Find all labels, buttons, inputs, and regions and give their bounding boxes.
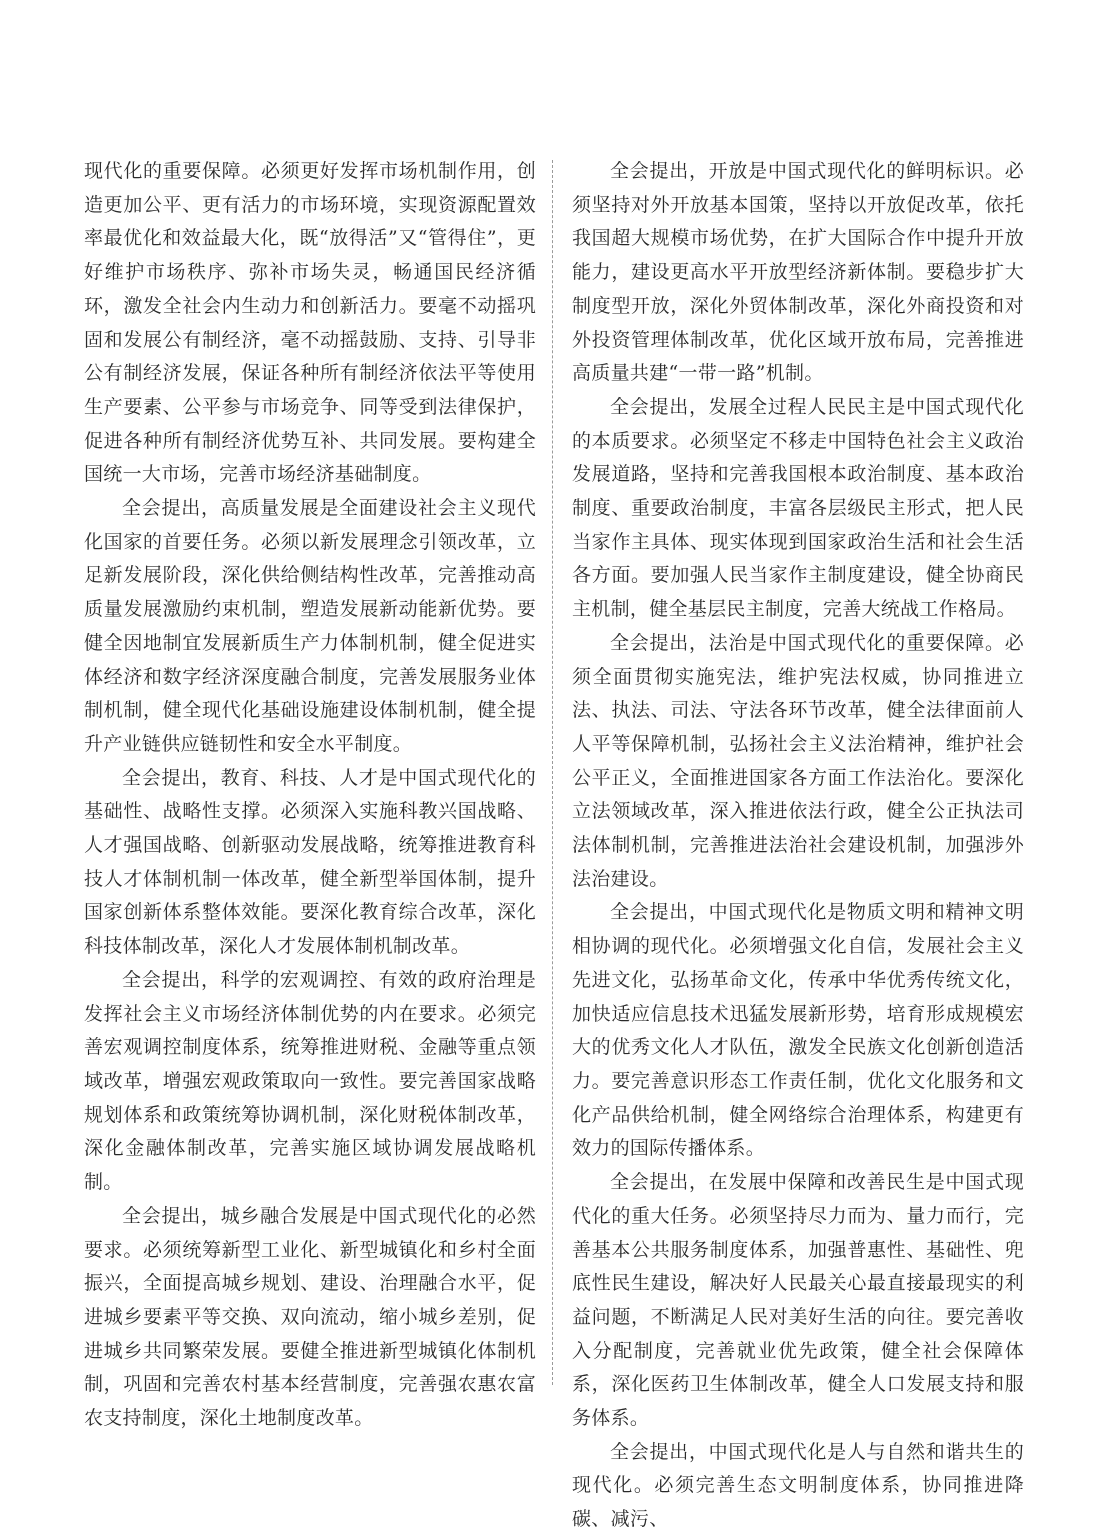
paragraph: 全会提出，中国式现代化是人与自然和谐共生的现代化。必须完善生态文明制度体系，协同推进降碳、减污、 — [572, 1440, 1024, 1531]
paragraph: 全会提出，法治是中国式现代化的重要保障。必须全面贯彻实施宪法，维护宪法权威，协同推进立法、执法、司法、守法各环节改革，健全法律面前人人平等保障机制，弘扬社会主义法治精神，维护社会公平正义，全面推进国家各方面工作法治化。要深化立法领域改革，深入推进依法行政，健全公正执法司法体制机制，完善推进法治社会建设机制，加强涉外法治建设。 — [572, 631, 1024, 890]
paragraph: 全会提出，在发展中保障和改善民生是中国式现代化的重大任务。必须坚持尽力而为、量力而行，完善基本公共服务制度体系，加强普惠性、基础性、兜底性民生建设，解决好人民最关心最直接最现实的利益问题，不断满足人民对美好生活的向往。要完善收入分配制度，完善就业优先政策，健全社会保障体系，深化医药卫生体制改革，健全人口发展支持和服务体系。 — [572, 1171, 1024, 1430]
paragraph: 全会提出，教育、科技、人才是中国式现代化的基础性、战略性支撑。必须深入实施科教兴国战略、人才强国战略、创新驱动发展战略，统筹推进教育科技人才体制机制一体改革，健全新型举国体制，提升国家创新体系整体效能。要深化教育综合改革，深化科技体制改革，深化人才发展体制机制改革。 — [84, 766, 536, 958]
paragraph: 全会提出，高质量发展是全面建设社会主义现代化国家的首要任务。必须以新发展理念引领改革，立足新发展阶段，深化供给侧结构性改革，完善推动高质量发展激励约束机制，塑造发展新动能新优势。要健全因地制宜发展新质生产力体制机制，健全促进实体经济和数字经济深度融合制度，完善发展服务业体制机制，健全现代化基础设施建设体制机制，健全提升产业链供应链韧性和安全水平制度。 — [84, 497, 536, 755]
right-column — [572, 155, 1024, 1537]
paragraph: 全会提出，中国式现代化是物质文明和精神文明相协调的现代化。必须增强文化自信，发展社会主义先进文化，弘扬革命文化，传承中华优秀传统文化，加快适应信息技术迅猛发展新形势，培育形成规模宏大的优秀文化人才队伍，激发全民族文化创新创造活力。要完善意识形态工作责任制，优化文化服务和文化产品供给机制，健全网络综合治理体系，构建更有效力的国际传播体系。 — [572, 901, 1024, 1160]
paragraph: 全会提出，城乡融合发展是中国式现代化的必然要求。必须统筹新型工业化、新型城镇化和乡村全面振兴，全面提高城乡规划、建设、治理融合水平，促进城乡要素平等交换、双向流动，缩小城乡差别，促进城乡共同繁荣发展。要健全推进新型城镇化体制机制，巩固和完善农村基本经营制度，完善强农惠农富农支持制度，深化土地制度改革。 — [84, 1204, 536, 1430]
column-divider — [552, 160, 553, 1385]
paragraph: 现代化的重要保障。必须更好发挥市场机制作用，创造更加公平、更有活力的市场环境，实现资源配置效率最优化和效益最大化，既“放得活”又“管得住”，更好维护市场秩序、弥补市场失灵，畅通国民经济循环，激发全社会内生动力和创新活力。要毫不动摇巩固和发展公有制经济，毫不动摇鼓励、支持、引导非公有制经济发展，保证各种所有制经济依法平等使用生产要素、公平参与市场竞争、同等受到法律保护，促进各种所有制经济优势互补、共同发展。要构建全国统一大市场，完善市场经济基础制度。 — [84, 160, 536, 486]
left-column — [84, 155, 536, 1436]
paragraph: 全会提出，发展全过程人民民主是中国式现代化的本质要求。必须坚定不移走中国特色社会主义政治发展道路，坚持和完善我国根本政治制度、基本政治制度、重要政治制度，丰富各层级民主形式，把人民当家作主具体、现实体现到国家政治生活和社会生活各方面。要加强人民当家作主制度建设，健全协商民主机制，健全基层民主制度，完善大统战工作格局。 — [572, 395, 1024, 621]
paragraph: 全会提出，开放是中国式现代化的鲜明标识。必须坚持对外开放基本国策，坚持以开放促改革，依托我国超大规模市场优势，在扩大国际合作中提升开放能力，建设更高水平开放型经济新体制。要稳步扩大制度型开放，深化外贸体制改革，深化外商投资和对外投资管理体制改革，优化区域开放布局，完善推进高质量共建“一带一路”机制。 — [572, 160, 1024, 385]
paragraph: 全会提出，科学的宏观调控、有效的政府治理是发挥社会主义市场经济体制优势的内在要求。必须完善宏观调控制度体系，统筹推进财税、金融等重点领域改革，增强宏观政策取向一致性。要完善国家战略规划体系和政策统筹协调机制，深化财税体制改革，深化金融体制改革，完善实施区域协调发展战略机制。 — [84, 968, 536, 1194]
